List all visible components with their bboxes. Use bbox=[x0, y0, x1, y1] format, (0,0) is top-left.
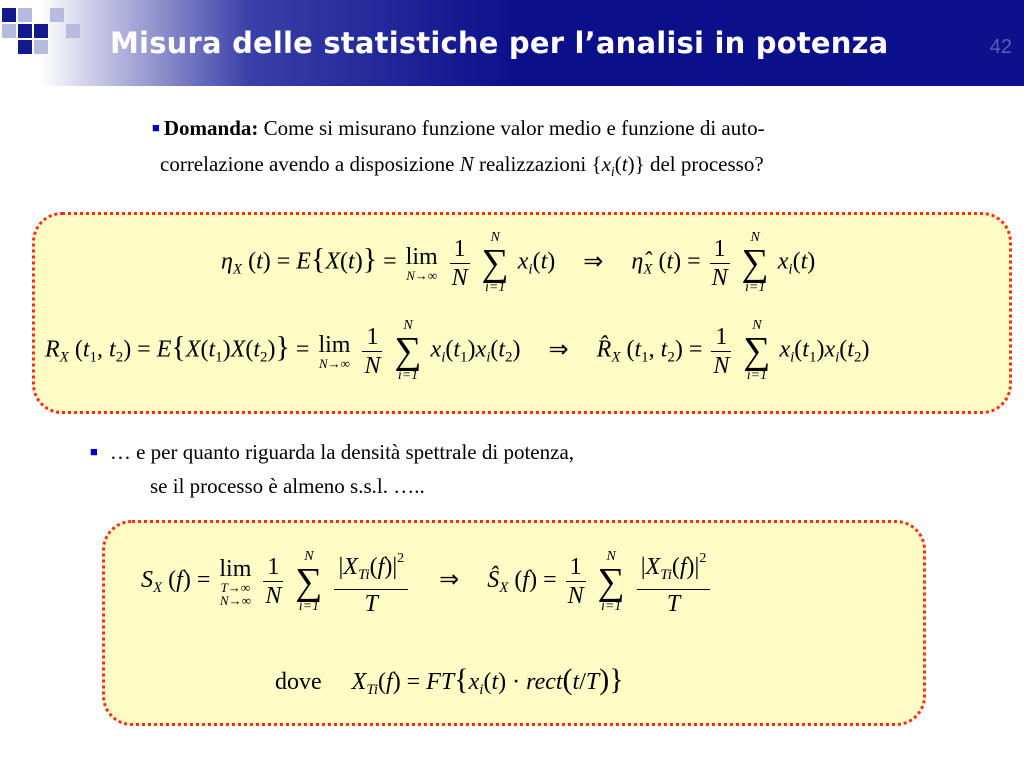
slide-title: Misura delle statistiche per l’analisi in potenza bbox=[110, 26, 889, 60]
where-label: dove bbox=[275, 669, 322, 695]
bullet-icon: ■ bbox=[90, 444, 98, 459]
autocorrelation-formula: $R_X$ ($t_1$, $t_2) = E\{X(t_1)X(t_2)\}$ = lim N→∞ $\frac{1}{N}$ N ∑ i=1 $x_i(t_1)x_i(t_2)$ ⇒ $R̂_X$ ($t_1$, $t_2$) = $\frac{1}{N}$ N ∑ i=1 $x_i(t_1)x_i(t_2)$ bbox=[45, 318, 870, 383]
page-number: 42 bbox=[989, 36, 1012, 58]
logo-square bbox=[18, 24, 32, 38]
spectral-note-line-2: se il processo è almeno s.s.l. ….. bbox=[150, 474, 425, 498]
psd-formula: $S_X$ (f) = lim T→∞ N→∞ $\frac{1}{N}$ N ∑ i=1 $\frac{|X_{Ti}(f)|^2}{T}$ ⇒ $Ŝ_X$ (f) = $\frac{1}{N}$ N ∑ i=1 $\frac{|X_{Ti}(f)|^2}{T}$ bbox=[141, 545, 713, 618]
truncated-transform-formula: dove $X_{Ti}(f) = FT\{x_i(t)$ · rect(t/T)} bbox=[275, 663, 624, 698]
question-paragraph-line-2: correlazione avendo a disposizione N realizzazioni $\{x_i(t)\}$ del processo? bbox=[160, 152, 764, 181]
question-label: Domanda: bbox=[163, 116, 259, 140]
title-banner bbox=[0, 0, 1024, 86]
formula-box-mean-autocorrelation bbox=[32, 212, 1012, 414]
logo-square bbox=[34, 24, 48, 38]
formula-box-power-spectral-density bbox=[102, 520, 926, 726]
logo-square bbox=[2, 24, 16, 38]
logo-square bbox=[18, 8, 32, 22]
logo-square bbox=[18, 40, 32, 54]
spectral-note-line-1: ■ … e per quanto riguarda la densità spettrale di potenza, bbox=[90, 440, 575, 464]
logo-square bbox=[50, 8, 64, 22]
logo-square bbox=[66, 24, 80, 38]
bullet-icon: ■ bbox=[152, 120, 160, 135]
logo-square bbox=[34, 40, 48, 54]
logo-square bbox=[2, 8, 16, 22]
question-line-1: Come si misurano funzione valor medio e funzione di auto- bbox=[258, 116, 765, 140]
mean-formula: $\eta_X$ (t) = E{X(t)} = lim N→∞ $\frac{1}{N}$ N ∑ i=1 $x_i(t)$ ⇒ $\etâ_X$ (t) = $\frac{1}{N}$ N ∑ i=1 $x_i(t)$ bbox=[221, 230, 816, 295]
question-paragraph bbox=[152, 112, 765, 147]
